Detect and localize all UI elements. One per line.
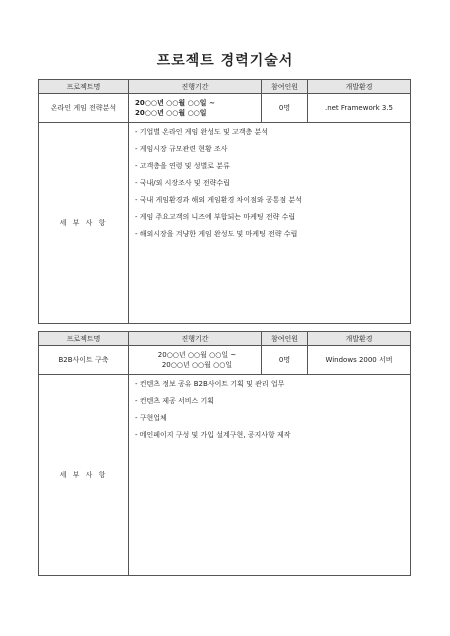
period-start: 20○○년 ○○월 ○○일 ~ bbox=[157, 351, 237, 359]
detail-label: 세 부 사 항 bbox=[39, 123, 129, 324]
header-people: 참여인원 bbox=[262, 80, 308, 94]
period-end: 20○○년 ○○월 ○○일 bbox=[161, 361, 233, 369]
header-period: 진행기간 bbox=[129, 332, 262, 346]
detail-item: - 구현업체 bbox=[135, 414, 167, 422]
detail-list-cell bbox=[129, 375, 411, 576]
detail-item: - 컨텐츠 정보 공유 B2B사이트 기획 및 관리 업무 bbox=[135, 380, 285, 388]
project-detail-row bbox=[39, 123, 411, 324]
detail-label: 세 부 사 항 bbox=[39, 375, 129, 576]
project-people: 0명 bbox=[262, 94, 308, 123]
project-detail-row bbox=[39, 375, 411, 576]
period-end: 20○○년 ○○월 ○○일 bbox=[135, 109, 207, 117]
header-row bbox=[39, 80, 411, 94]
detail-item: - 국내/외 시장조사 및 전략수립 bbox=[135, 179, 230, 187]
project-people: 0명 bbox=[262, 346, 308, 375]
project-name: B2B사이트 구축 bbox=[39, 346, 129, 375]
header-people: 참여인원 bbox=[262, 332, 308, 346]
detail-item: - 국내 게임환경과 해외 게임환경 차이점와 공통점 분석 bbox=[135, 196, 302, 204]
project-env: Windows 2000 서버 bbox=[308, 346, 411, 375]
project-period bbox=[129, 346, 262, 375]
project-table-1 bbox=[38, 79, 411, 324]
header-env: 개발환경 bbox=[308, 332, 411, 346]
header-env: 개발환경 bbox=[308, 80, 411, 94]
detail-item: - 해외시장을 겨냥한 게임 완성도 및 마케팅 전략 수립 bbox=[135, 230, 298, 238]
project-info-row bbox=[39, 346, 411, 375]
detail-item: - 메인페이지 구성 및 가입 설계구현, 공지사항 제작 bbox=[135, 431, 291, 439]
project-period bbox=[129, 94, 262, 123]
header-period: 진행기간 bbox=[129, 80, 262, 94]
detail-item: - 게임 주요고객의 니즈에 부합되는 마케팅 전략 수립 bbox=[135, 213, 296, 221]
document-title: 프로젝트 경력기술서 bbox=[156, 53, 294, 69]
header-project-name: 프로젝트명 bbox=[39, 80, 129, 94]
header-row bbox=[39, 332, 411, 346]
detail-item: - 기업별 온라인 게임 완성도 및 고객층 분석 bbox=[135, 128, 269, 136]
period-start: 20○○년 ○○월 ○○일 ~ bbox=[135, 99, 215, 107]
project-info-row bbox=[39, 94, 411, 123]
header-project-name: 프로젝트명 bbox=[39, 332, 129, 346]
detail-item: - 게임시장 규모관련 현황 조사 bbox=[135, 145, 228, 153]
project-env: .net Framework 3.5 bbox=[308, 94, 411, 123]
detail-item: - 고객층을 연령 및 성별로 분류 bbox=[135, 162, 230, 170]
project-table-2 bbox=[38, 331, 411, 576]
detail-list bbox=[135, 380, 404, 440]
detail-item: - 컨텐츠 제공 서비스 기획 bbox=[135, 397, 215, 405]
detail-list-cell bbox=[129, 123, 411, 324]
project-name: 온라인 게임 전략분석 bbox=[39, 94, 129, 123]
detail-list bbox=[135, 128, 404, 239]
